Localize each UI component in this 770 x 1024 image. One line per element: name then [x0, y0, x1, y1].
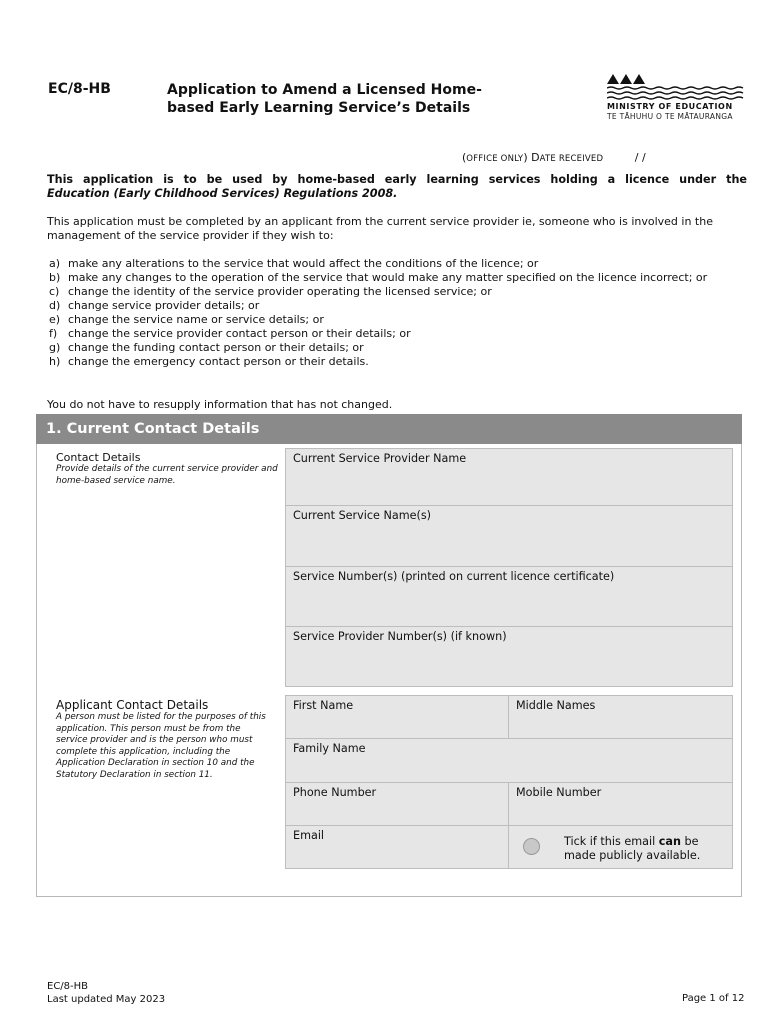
family-name-field[interactable] — [285, 738, 733, 783]
field-label: Mobile Number — [516, 786, 602, 799]
ministry-logo — [607, 74, 747, 121]
first-name-field[interactable] — [285, 695, 509, 739]
intro-paragraph: This application must be completed by an applicant from the current service provider ie, someone who is involved in the management of the service provider if they wish to: — [47, 215, 713, 242]
triangles-and-waves-logo-icon — [607, 74, 745, 100]
field-label: Service Number(s) (printed on current licence certificate) — [293, 570, 615, 583]
contact-details-label: Contact Details — [56, 451, 141, 464]
service-numbers-field[interactable] — [285, 566, 733, 627]
current-service-provider-name-field[interactable] — [285, 448, 733, 506]
service-provider-numbers-field[interactable] — [285, 626, 733, 687]
list-item — [49, 299, 749, 313]
list-marker: b) — [49, 271, 61, 284]
title-line-1: Application to Amend a Licensed Home- — [167, 82, 482, 98]
list-item — [49, 313, 749, 327]
page-number: Page 1 of 12 — [682, 993, 745, 1004]
footer-left — [47, 980, 165, 1006]
contact-details-help: Provide details of the current service provider and home-based service name. — [56, 464, 278, 486]
list-text: change the funding contact person or their details; or — [68, 341, 364, 354]
tick-text-post: be made publicly available. — [564, 835, 701, 862]
list-text: make any changes to the operation of the service that would make any matter specified on the licence incorrect; or — [68, 271, 708, 284]
list-marker: c) — [49, 285, 60, 298]
field-label: Current Service Name(s) — [293, 509, 432, 522]
list-item — [49, 271, 749, 285]
list-text: change the emergency contact person or their details. — [68, 355, 369, 368]
applicant-contact-label-group — [56, 698, 271, 781]
date-d-letter: D — [531, 151, 540, 164]
office-close-paren: ) — [523, 151, 528, 164]
phone-number-field[interactable] — [285, 782, 509, 826]
list-text: change the identity of the service provider operating the licensed service; or — [68, 285, 492, 298]
form-code: EC/8-HB — [48, 81, 111, 97]
list-item — [49, 341, 749, 355]
list-item — [49, 257, 749, 271]
list-item — [49, 285, 749, 299]
field-label: Family Name — [293, 742, 366, 755]
list-item — [49, 327, 749, 341]
field-label: Email — [293, 829, 325, 842]
list-text: change the service provider contact person or their details; or — [68, 327, 411, 340]
list-text: make any alterations to the service that would affect the conditions of the licence; or — [68, 257, 539, 270]
tick-text-bold: can — [658, 835, 681, 848]
list-text: change service provider details; or — [68, 299, 260, 312]
list-item — [49, 355, 749, 369]
email-public-checkbox-group — [523, 835, 723, 863]
list-text: change the service name or service details; or — [68, 313, 324, 326]
applicant-contact-help: A person must be listed for the purposes of this application. This person must be from the service provider and is the person who must complete this application, including the Application Declaration in section 10 and the Statutory Declaration in section 11. — [56, 712, 266, 780]
office-only-label: OFFICE ONLY — [466, 154, 524, 164]
date-received-field[interactable]: / / — [634, 151, 646, 164]
date-received-label: ATE RECEIVED — [539, 154, 604, 164]
office-open-paren: ( — [462, 151, 467, 164]
list-marker: h) — [49, 355, 61, 368]
footer-updated: Last updated May 2023 — [47, 994, 166, 1005]
applicant-contact-label: Applicant Contact Details — [56, 698, 209, 712]
field-label: Service Provider Number(s) (if known) — [293, 630, 507, 643]
list-marker: d) — [49, 299, 61, 312]
footer-code: EC/8-HB — [47, 981, 89, 992]
current-service-names-field[interactable] — [285, 505, 733, 567]
middle-names-field[interactable] — [508, 695, 733, 739]
list-marker: e) — [49, 313, 61, 326]
intro-bold-line-1: This application is to be used by home-based early learning services holding a licence under the — [47, 173, 747, 186]
list-marker: g) — [49, 341, 61, 354]
email-field[interactable] — [285, 825, 509, 869]
field-label: Middle Names — [516, 699, 596, 712]
resupply-note: You do not have to resupply information that has not changed. — [47, 398, 393, 411]
page-title — [167, 81, 547, 117]
intro-bold-line-2: Education (Early Childhood Services) Regulations 2008. — [47, 187, 398, 200]
email-public-label — [564, 835, 723, 863]
contact-details-label-group — [56, 451, 278, 487]
field-label: First Name — [293, 699, 354, 712]
ministry-maori-name: TE TĀHUHU O TE MĀTAURANGA — [607, 112, 733, 121]
ministry-name: MINISTRY OF EDUCATION — [607, 102, 733, 111]
office-only-date-received — [462, 151, 646, 164]
field-label: Current Service Provider Name — [293, 452, 467, 465]
title-line-2: based Early Learning Service’s Details — [167, 100, 471, 116]
amendment-reasons-list — [49, 257, 749, 369]
email-public-checkbox[interactable] — [523, 838, 540, 855]
mobile-number-field[interactable] — [508, 782, 733, 826]
field-label: Phone Number — [293, 786, 377, 799]
tick-text-pre: Tick if this email — [564, 835, 659, 848]
list-marker: f) — [49, 327, 58, 340]
list-marker: a) — [49, 257, 61, 270]
section-1-header: 1. Current Contact Details — [36, 414, 742, 444]
